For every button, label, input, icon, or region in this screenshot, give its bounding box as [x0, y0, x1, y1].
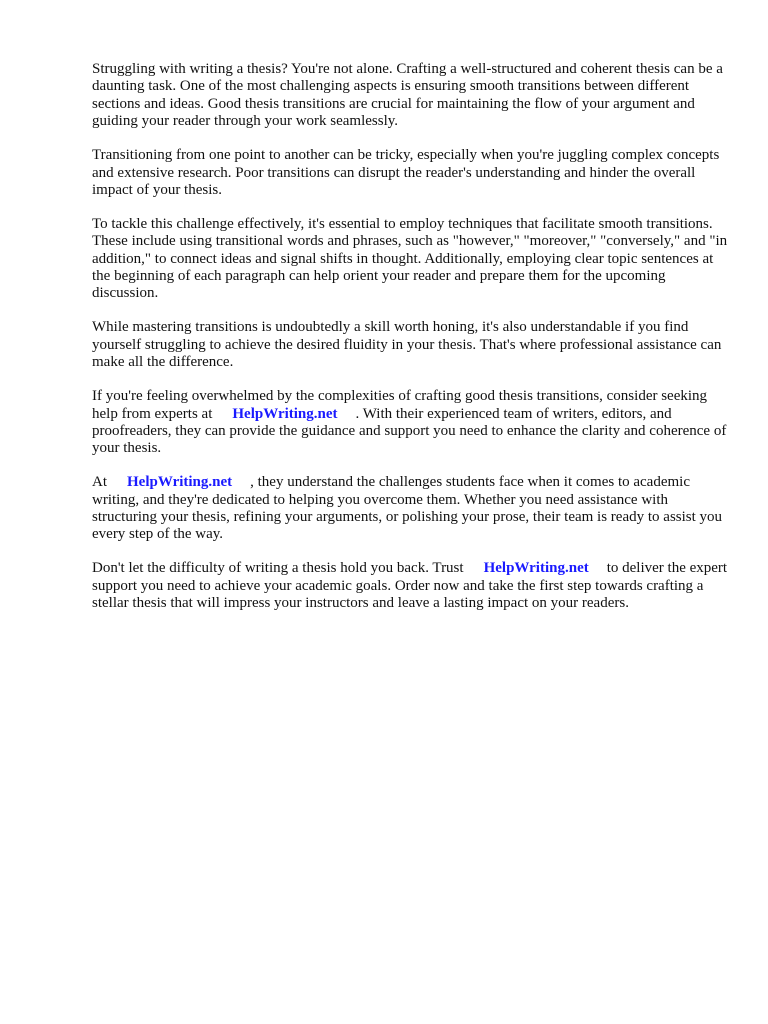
- paragraph-call-to-action: [92, 560, 732, 612]
- paragraph-company-info: [92, 474, 732, 544]
- paragraph-professional-help: While mastering transitions is undoubtedly a skill worth honing, it's also understandable if you find yourself struggling to achieve the desired fluidity in your thesis. That's where professional assistance can make all the difference.: [92, 319, 722, 371]
- helpwriting-link[interactable]: HelpWriting.net: [483, 560, 589, 577]
- paragraph-text: At: [92, 474, 107, 491]
- paragraph-text: , they understand the challenges students face when it comes to academic writing, and they're dedicated to helping you overcome them. Whether you need assistance with structuring your thesis, refining your arguments, or polishing your prose, their team is ready to assist you every step of the way.: [92, 474, 723, 543]
- paragraph-text: . With their experienced team of writers, editors, and proofreaders, they can provide the guidance and support you need to enhance the clarity and coherence of your thesis.: [92, 405, 727, 457]
- document-body: [92, 61, 732, 629]
- paragraph-text: to deliver the expert support you need to achieve your academic goals. Order now and take the first step towards crafting a stellar thesis that will impress your instructors and leave a lasting impact on your readers.: [92, 560, 728, 612]
- paragraph-seek-experts: [92, 388, 732, 458]
- paragraph-intro: Struggling with writing a thesis? You're not alone. Crafting a well-structured and coherent thesis can be a daunting task. One of the most challenging aspects is ensuring smooth transitions between different sections and ideas. Good thesis transitions are crucial for maintaining the flow of your argument and guiding your reader through your work seamlessly.: [92, 61, 723, 130]
- paragraph-transitions-difficulty: Transitioning from one point to another can be tricky, especially when you're juggling complex concepts and extensive research. Poor transitions can disrupt the reader's understanding and hinder the overall impact of your thesis.: [92, 147, 720, 198]
- paragraph-text: If you're feeling overwhelmed by the complexities of crafting good thesis transitions, consider seeking help from experts at: [92, 388, 708, 422]
- paragraph-text: Don't let the difficulty of writing a thesis hold you back. Trust: [92, 560, 464, 577]
- helpwriting-link[interactable]: HelpWriting.net: [127, 474, 233, 491]
- helpwriting-link[interactable]: HelpWriting.net: [232, 405, 338, 422]
- paragraph-techniques: To tackle this challenge effectively, it's essential to employ techniques that facilitate smooth transitions. These include using transitional words and phrases, such as "however," "moreover," "conversely," and "in addition," to connect ideas and signal shifts in thought. Additionally, employing clear topic sentences at the beginning of each paragraph can help orient your reader and prepare them for the upcoming discussion.: [92, 215, 728, 302]
